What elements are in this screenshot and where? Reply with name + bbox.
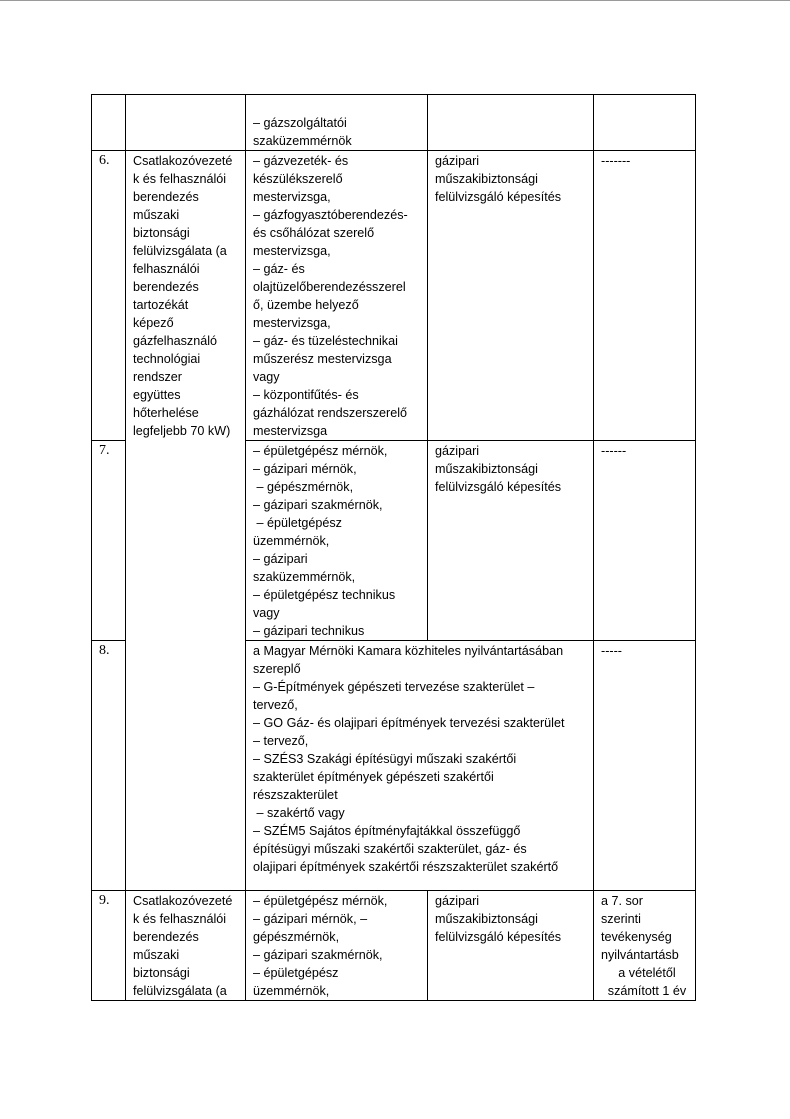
validity-cell [594,95,696,151]
qualification-cell: – gázszolgáltatói szaküzemmérnök [246,95,428,151]
activity-cell: Csatlakozóvezeté k és felhasználói berendezés műszaki biztonsági felülvizsgálata (a felhasználói berendezés tartozékát képező gázfelhasználó technológiai rendszer együttes hőterhelése legfeljebb 70 kW) [126,151,246,891]
row-number: 9. [92,891,126,1001]
qualification-cell: – épületgépész mérnök, – gázipari mérnök, – gépészmérnök, – gázipari szakmérnök, – épületgépész üzemmérnök, – gázipari szaküzemmérnök, – épületgépész technikus vagy – gázipari technikus [246,441,428,641]
chamber-registry-cell: a Magyar Mérnöki Kamara közhiteles nyilvántartásában szereplő – G-Építmények gépészeti tervezése szakterület – tervező, – GO Gáz- és olajipari építmények tervezési szakterület – tervező, – SZÉS3 Szakági építésügyi műszaki szakértői szakterület építmények gépészeti szakértői részszakterület – szakértő vagy – SZÉM5 Sajátos építményfajtákkal összefüggő építésügyi műszaki szakértői szakterület, gáz- és olajipari építmények szakértői részszakterület szakértő [246,641,594,891]
qualification-cell: – gázvezeték- és készülékszerelő mestervizsga, – gázfogyasztóberendezés- és csőhálózat szerelő mestervizsga, – gáz- és olajtüzelőberendezésszerel ő, üzembe helyező mestervizsga, – gáz- és tüzeléstechnikai műszerész mestervizsga vagy – központifűtés- és gázhálózat rendszerszerelő mestervizsga [246,151,428,441]
exam-cell: gázipari műszakibiztonsági felülvizsgáló képesítés [428,151,594,441]
qualification-cell: – épületgépész mérnök, – gázipari mérnök, – gépészmérnök, – gázipari szakmérnök, – épületgépész üzemmérnök, [246,891,428,1001]
table-row-9 [92,891,696,1001]
validity-cell: a 7. sor szerinti tevékenység nyilvántartásb a vételétől számított 1 év [594,891,696,1001]
exam-cell: gázipari műszakibiztonsági felülvizsgáló képesítés [428,441,594,641]
num-cell [92,95,126,151]
validity-cell: ------- [594,151,696,441]
table-row-continuation [92,95,696,151]
activity-cell: Csatlakozóvezeté k és felhasználói berendezés műszaki biztonsági felülvizsgálata (a [126,891,246,1001]
activity-cell [126,95,246,151]
row-number: 8. [92,641,126,891]
exam-cell: gázipari műszakibiztonsági felülvizsgáló képesítés [428,891,594,1001]
validity-cell: ------ [594,441,696,641]
exam-cell [428,95,594,151]
validity-cell: ----- [594,641,696,891]
row-number: 6. [92,151,126,441]
requirements-table [91,94,696,1001]
row-number: 7. [92,441,126,641]
table-row-6 [92,151,696,441]
page-top-rule [0,0,790,1]
